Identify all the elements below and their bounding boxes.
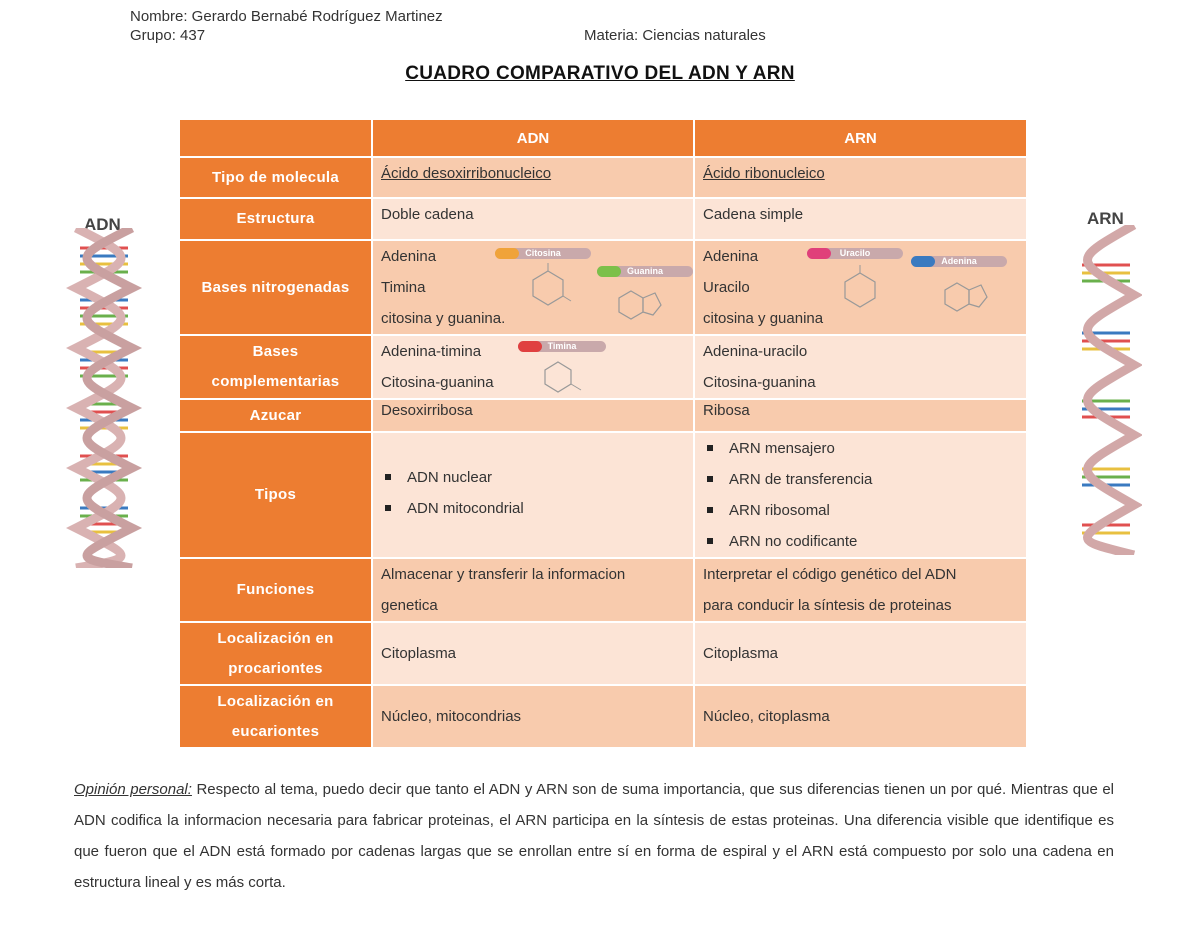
column-header-arn: ARN — [694, 120, 1027, 157]
list-item: ADN mitocondrial — [399, 493, 685, 524]
molecule-structure-icon — [937, 273, 993, 323]
list-item: ARN no codificante — [721, 526, 1018, 557]
arn-funcion-line-1: Interpretar el código genético del ADN — [703, 566, 957, 583]
adn-funcion-line-1: Almacenar y transferir la informacion — [381, 566, 626, 583]
dna-double-helix-icon — [66, 228, 146, 568]
arn-side-label: ARN — [1087, 209, 1124, 228]
comparison-table — [180, 120, 1028, 749]
cell-arn-eucariontes: Núcleo, citoplasma — [694, 685, 1027, 748]
list-item: ARN de transferencia — [721, 464, 1018, 495]
arn-base-3: citosina y guanina — [703, 310, 824, 327]
timina-tag: Timina — [518, 341, 606, 352]
row-label-tipos: Tipos — [180, 432, 372, 558]
arn-base-1: Adenina — [703, 248, 759, 265]
cell-arn-funciones — [694, 558, 1027, 622]
cell-arn-azucar: Ribosa — [694, 399, 1027, 432]
row-label-azucar: Azucar — [180, 399, 372, 432]
uracilo-tag: Uracilo — [807, 248, 903, 259]
table-header-row — [180, 120, 1027, 157]
personal-opinion — [74, 774, 1114, 898]
column-header-adn: ADN — [372, 120, 694, 157]
guanina-tag: Guanina — [597, 266, 693, 277]
adn-funcion-line-2: genetica — [381, 597, 438, 614]
arn-comp-1: Adenina-uracilo — [703, 343, 808, 360]
cell-arn-bases — [694, 240, 1027, 335]
cell-adn-estructura: Doble cadena — [372, 198, 694, 240]
opinion-label: Opinión personal: — [74, 781, 192, 798]
cell-adn-eucariontes: Núcleo, mitocondrias — [372, 685, 694, 748]
molecule-structure-icon — [523, 263, 573, 313]
row-label-funciones: Funciones — [180, 558, 372, 622]
cell-arn-tipo — [694, 157, 1027, 198]
opinion-text: Respecto al tema, puedo decir que tanto el ADN y ARN son de suma importancia, que sus diferencias tienen un por qué. Mientras que el ADN codifica la informacion necesaria para fabricar proteinas, el ARN participa en la síntesis de estas proteinas. Una diferencia visible que identifique es que fueron que el ADN está formado por cadenas largas que se enrollan entre sí en forma de espiral y el ARN está compuesto por solo una cadena en estructura lineal y es más corta. — [74, 781, 1114, 891]
arn-base-2: Uracilo — [703, 279, 750, 296]
table-row — [180, 685, 1027, 748]
adn-base-3: citosina y guanina. — [381, 310, 506, 327]
row-label-bases: Bases nitrogenadas — [180, 240, 372, 335]
adn-base-1: Adenina — [381, 248, 437, 265]
cell-adn-complementarias — [372, 335, 694, 399]
row-label-eucariontes: Localización en eucariontes — [180, 685, 372, 748]
cell-arn-tipos — [694, 432, 1027, 558]
arn-comp-2: Citosina-guanina — [703, 374, 816, 391]
page-title: CUADRO COMPARATIVO DEL ADN Y ARN — [405, 63, 795, 84]
table-row — [180, 432, 1027, 558]
cell-arn-procariontes: Citoplasma — [694, 622, 1027, 685]
cell-adn-procariontes: Citoplasma — [372, 622, 694, 685]
table-row — [180, 335, 1027, 399]
arn-funcion-line-2: para conducir la síntesis de proteinas — [703, 597, 952, 614]
corner-cell — [180, 120, 372, 157]
molecule-structure-icon — [533, 356, 583, 400]
student-group: Grupo: 437 — [130, 27, 206, 44]
adn-side-label: ADN — [84, 215, 121, 234]
table-row — [180, 558, 1027, 622]
row-label-complementarias: Bases complementarias — [180, 335, 372, 399]
table-row — [180, 198, 1027, 240]
adn-comp-1: Adenina-timina — [381, 343, 482, 360]
adenina-tag: Adenina — [911, 256, 1007, 267]
citosina-tag: Citosina — [495, 248, 591, 259]
list-item: ARN ribosomal — [721, 495, 1018, 526]
row-label-tipo: Tipo de molecula — [180, 157, 372, 198]
table-row — [180, 399, 1027, 432]
arn-tipo-value: Ácido ribonucleico — [703, 165, 825, 182]
table-row — [180, 157, 1027, 198]
table-row — [180, 622, 1027, 685]
cell-adn-bases — [372, 240, 694, 335]
cell-adn-azucar: Desoxirribosa — [372, 399, 694, 432]
molecule-structure-icon — [611, 281, 667, 331]
subject: Materia: Ciencias naturales — [584, 27, 766, 44]
list-item: ARN mensajero — [721, 433, 1018, 464]
table-row — [180, 240, 1027, 335]
list-item: ADN nuclear — [399, 462, 685, 493]
adn-comp-2: Citosina-guanina — [381, 374, 494, 391]
molecule-structure-icon — [835, 265, 885, 315]
cell-adn-tipo — [372, 157, 694, 198]
cell-arn-complementarias — [694, 335, 1027, 399]
cell-adn-tipos — [372, 432, 694, 558]
adn-base-2: Timina — [381, 279, 426, 296]
row-label-estructura: Estructura — [180, 198, 372, 240]
row-label-procariontes: Localización en procariontes — [180, 622, 372, 685]
rna-helix-icon — [1072, 225, 1142, 555]
student-name: Nombre: Gerardo Bernabé Rodríguez Martinez — [130, 8, 443, 25]
cell-arn-estructura: Cadena simple — [694, 198, 1027, 240]
adn-tipo-value: Ácido desoxirribonucleico — [381, 165, 552, 182]
cell-adn-funciones — [372, 558, 694, 622]
